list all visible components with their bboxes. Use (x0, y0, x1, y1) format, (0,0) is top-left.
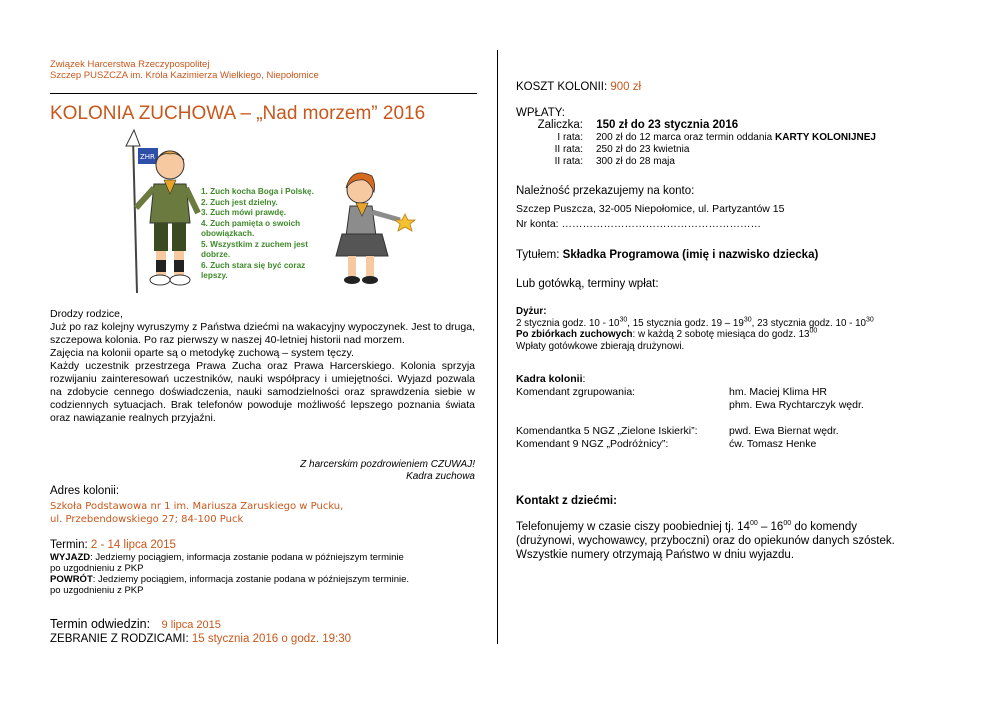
contact-line-3: Wszystkie numery otrzymają Państwo w dniu wyjazdu. (516, 549, 795, 561)
duty-sup: 30 (866, 316, 874, 324)
staff-name: phm. Ewa Rychtarczyk wędr. (729, 399, 864, 411)
account-holder: Szczep Puszcza, 32-005 Niepołomice, ul. Partyzantów 15 (516, 203, 785, 215)
installment-row (516, 156, 966, 168)
law-item: 6. Zuch stara się być coraz lepszy. (201, 260, 306, 280)
term-value: 2 - 14 lipca 2015 (90, 539, 176, 551)
staff-name: hm. Maciej Klima HR (729, 386, 828, 398)
duty-line-1a: 2 stycznia godz. 10 - 10 (516, 317, 620, 329)
installment-label: II rata: (554, 144, 583, 155)
contact-line-1a: Telefonujemy w czasie ciszy poobiedniej tj. 14 (516, 521, 750, 533)
contact-line-1c: do komendy (791, 521, 857, 533)
transfer-title-label: Tytułem: (516, 249, 563, 261)
letter-paragraph: Już po raz kolejny wyruszymy z Państwa dziećmi na wakacyjny wypoczynek. Jest to druga, szczepowa kolonia. Po raz pierwszy w naszej 40-letniej historii nad morzem. (50, 321, 475, 346)
staff-label: Kadra kolonii (516, 373, 583, 385)
duty-sup: 30 (619, 316, 628, 324)
visits-value: 9 lipca 2015 (161, 619, 221, 631)
signature-line: Z harcerskim pozdrowieniem CZUWAJ! (300, 459, 475, 470)
visits (50, 617, 221, 633)
letter-paragraph: Zajęcia na kolonii oparte są o metodykę zuchową – system tęczy. (50, 347, 354, 359)
departure-text-2: po uzgodnieniu z PKP (50, 563, 144, 574)
cost-value: 900 zł (610, 81, 642, 93)
contact-line-2: (drużynowi, wychowawcy, przyboczni) oraz do opiekunów danych szóstek. (516, 535, 895, 547)
advance-label: Zaliczka: (537, 119, 583, 131)
column-divider (497, 50, 498, 644)
installment-row (516, 132, 966, 144)
duty-line-3: Wpłaty gotówkowe zbierają drużynowi. (516, 340, 685, 352)
address-line: ul. Przebendowskiego 27; 84-100 Puck (50, 514, 244, 525)
advance-payment (516, 118, 966, 132)
address-line: Szkoła Podstawowa nr 1 im. Mariusza Zaruskiego w Pucku, (50, 501, 344, 512)
parents-meeting (50, 632, 351, 646)
page-title: KOLONIA ZUCHOWA – „Nad morzem” 2016 (50, 103, 426, 124)
duty-line-2: : w każdą 2 sobotę miesiąca do godz. 13 (632, 329, 810, 340)
installments (516, 132, 966, 168)
duty-line-2-bold: Po zbiórkach zuchowych (516, 329, 633, 340)
visits-label: Termin odwiedzin: (50, 617, 151, 631)
meeting-value: 15 stycznia 2016 o godz. 19:30 (191, 633, 352, 645)
contact-label: Kontakt z dziećmi: (516, 495, 617, 507)
staff (516, 373, 966, 451)
installment-row (516, 144, 966, 156)
travel-info (50, 552, 475, 596)
staff-colon: : (582, 373, 586, 385)
law-item: 2. Zuch jest dzielny. (201, 197, 278, 207)
staff-name: pwd. Ewa Biernat wędr. (729, 425, 839, 437)
duty-sup: 30 (743, 316, 752, 324)
staff-role: Komendant zgrupowania: (516, 386, 636, 398)
signature (200, 459, 475, 483)
duty-line-1b: , 15 stycznia godz. 19 – 19 (627, 317, 744, 329)
return-text-2: po uzgodnieniu z PKP (50, 585, 144, 596)
term-label: Termin: (50, 539, 91, 551)
letter-greeting: Drodzy rodzice, (50, 308, 123, 320)
scout-law (201, 187, 326, 282)
installment-label: II rata: (554, 156, 583, 167)
org-line-1: Związek Harcerstwa Rzeczypospolitej (50, 59, 210, 70)
svg-text:ZHR: ZHR (140, 153, 155, 161)
duty-sup: 00 (809, 327, 818, 335)
transfer-title-value: Składka Programowa (imię i nazwisko dziecka) (562, 249, 819, 261)
return-text: : Jedziemy pociągiem, informacja zostanie podana w późniejszym terminie. (92, 574, 410, 585)
installment-label: I rata: (557, 132, 583, 143)
departure-text: : Jedziemy pociągiem, informacja zostanie podana w późniejszym terminie (90, 552, 404, 563)
address-label: Adres kolonii: (50, 485, 120, 497)
header-divider (50, 93, 477, 94)
cost (516, 80, 641, 94)
cost-label: KOSZT KOLONII: (516, 81, 611, 93)
letter-paragraph: Każdy uczestnik przestrzega Prawa Zucha oraz Prawa Harcerskiego. Kolonia sprzyja rozwijaniu zainteresowań uczestników, nauki współpracy i umiejętności. Wyjazd pozwala na zdobycie cennego doświadczenia, nauki samodzielności oraz sprawdzenia siebie w codziennych sytuacjach. Brak telefonów powoduje możliwość lepszego poznania świata oraz nawiązanie realnych przyjaźni. (50, 360, 475, 424)
return-label: POWRÓT (50, 574, 93, 585)
duty-line-1c: , 23 stycznia godz. 10 - 10 (751, 317, 867, 329)
law-item: 4. Zuch pamięta o swoich obowiązkach. (201, 218, 301, 238)
cash-payments: Lub gotówką, terminy wpłat: (516, 278, 659, 290)
duty-label: Dyżur: (516, 306, 547, 317)
advance-value: 150 zł do 23 stycznia 2016 (596, 119, 739, 131)
payments-label: WPŁATY: (516, 107, 565, 119)
contact-heading (516, 494, 617, 508)
installment-value: 250 zł do 23 kwietnia (596, 144, 690, 155)
staff-role: Komendant 9 NGZ „Podróżnicy”: (516, 438, 669, 450)
term (50, 538, 176, 552)
departure-label: WYJAZD (50, 552, 91, 563)
installment-value: 200 zł do 12 marca oraz termin oddania (596, 132, 775, 143)
law-item: 1. Zuch kocha Boga i Polskę. (201, 187, 314, 196)
staff-row (516, 425, 966, 438)
contact-sup: 00 (783, 520, 792, 528)
contact-info (516, 520, 976, 562)
law-item: 5. Wszystkim z zuchem jest dobrze. (201, 239, 308, 259)
transfer-title (516, 248, 818, 262)
contact-sup: 00 (749, 520, 758, 528)
law-item: 3. Zuch mówi prawdę. (201, 208, 287, 217)
signature-line: Kadra zuchowa (406, 471, 475, 482)
account-number: Nr konta: ………………………………………………… (516, 218, 762, 230)
account-intro: Należność przekazujemy na konto: (516, 185, 695, 197)
contact-line-1b: – 16 (757, 521, 784, 533)
staff-role: Komendantka 5 NGZ „Zielone Iskierki”: (516, 425, 698, 437)
duty-hours (516, 306, 976, 352)
staff-row (516, 438, 966, 451)
org-line-2: Szczep PUSZCZA im. Króla Kazimierza Wielkiego, Niepołomice (50, 70, 319, 81)
address (50, 500, 343, 526)
letter (50, 308, 475, 425)
staff-name: ćw. Tomasz Henke (729, 438, 817, 450)
staff-row (516, 386, 966, 412)
installment-value: 300 zł do 28 maja (596, 156, 675, 167)
organization-header (50, 59, 470, 81)
installment-bold: KARTY KOLONIJNEJ (775, 132, 876, 143)
meeting-label: ZEBRANIE Z RODZICAMI: (50, 633, 192, 645)
